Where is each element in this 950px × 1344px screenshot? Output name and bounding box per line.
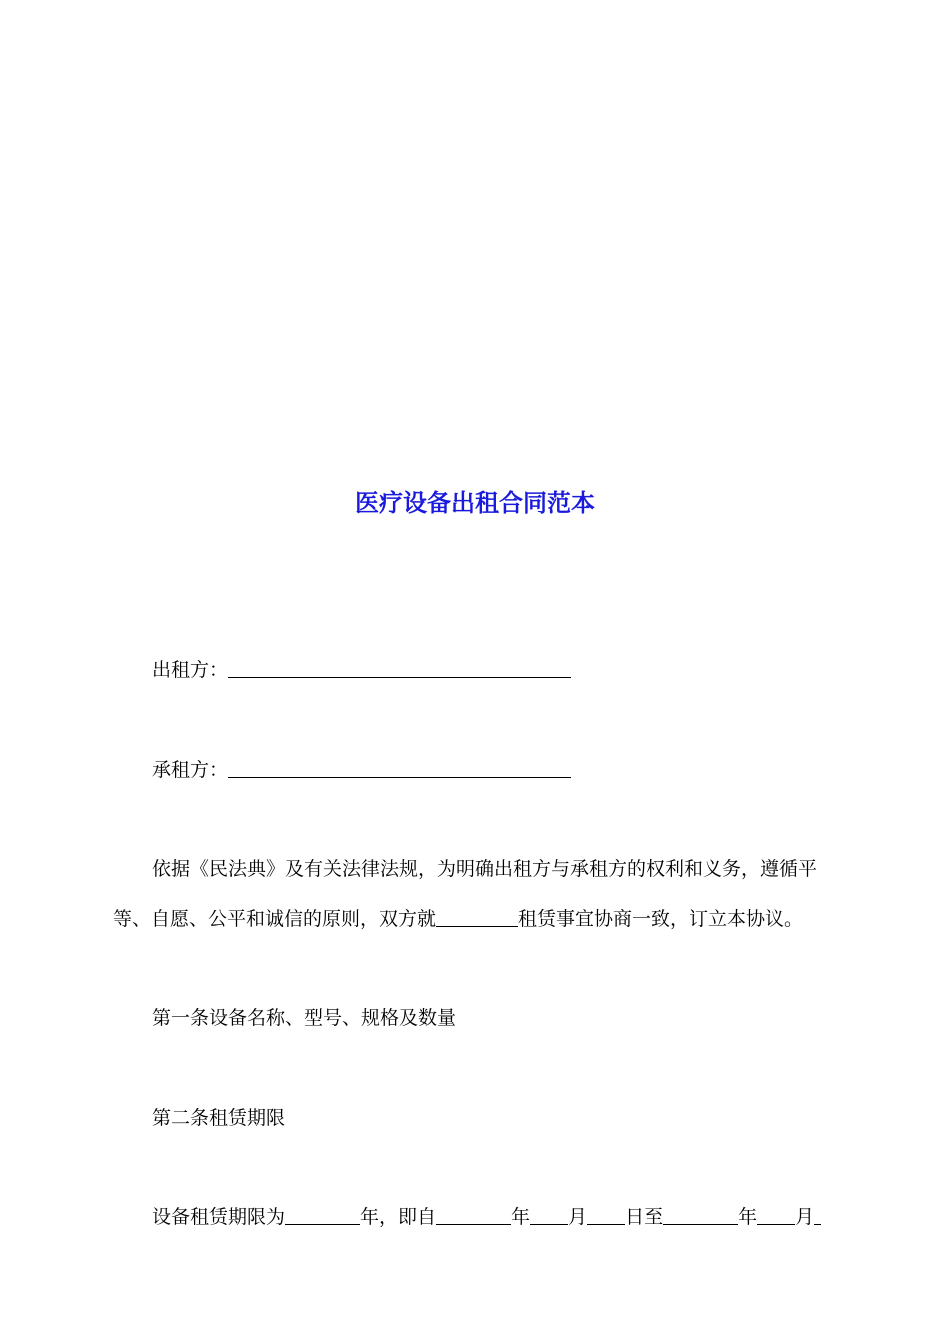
lease-term-line [152,1204,821,1230]
lessor-label: 出租方： [152,659,229,681]
term-text-a: 设备租赁期限为 [152,1206,286,1228]
preamble-line-1: 依据《民法典》及有关法律法规，为明确出租方与承租方的权利和义务，遵循平 [152,858,818,880]
lessee-label: 承租方： [152,759,229,781]
lessor-line [152,657,571,683]
term-text-f: 年 [738,1206,758,1228]
lessor-blank[interactable] [228,659,571,678]
article-2-heading: 第二条租赁期限 [152,1107,286,1129]
term-text-b: 年，即自 [360,1206,437,1228]
term-text-e: 日至 [625,1206,664,1228]
start-month-blank[interactable] [530,1206,568,1225]
lessee-line [152,757,571,783]
article-1-heading: 第一条设备名称、型号、规格及数量 [152,1007,457,1029]
end-month-blank[interactable] [757,1206,795,1225]
preamble-line-2 [113,906,803,932]
lessee-blank[interactable] [228,759,571,778]
end-year-blank[interactable] [663,1206,738,1225]
term-text-c: 年 [511,1206,531,1228]
term-text-g: 月 [795,1206,815,1228]
start-day-blank[interactable] [587,1206,625,1225]
document-title: 医疗设备出租合同范本 [355,488,595,517]
preamble-text-b: 租赁事宜协商一致，订立本协议。 [518,908,804,930]
start-year-blank[interactable] [436,1206,511,1225]
term-years-blank[interactable] [285,1206,360,1225]
trailing-blank[interactable] [814,1206,821,1225]
lease-subject-blank[interactable] [436,908,518,927]
term-text-d: 月 [568,1206,588,1228]
preamble-text-a: 等、自愿、公平和诚信的原则，双方就 [113,908,437,930]
